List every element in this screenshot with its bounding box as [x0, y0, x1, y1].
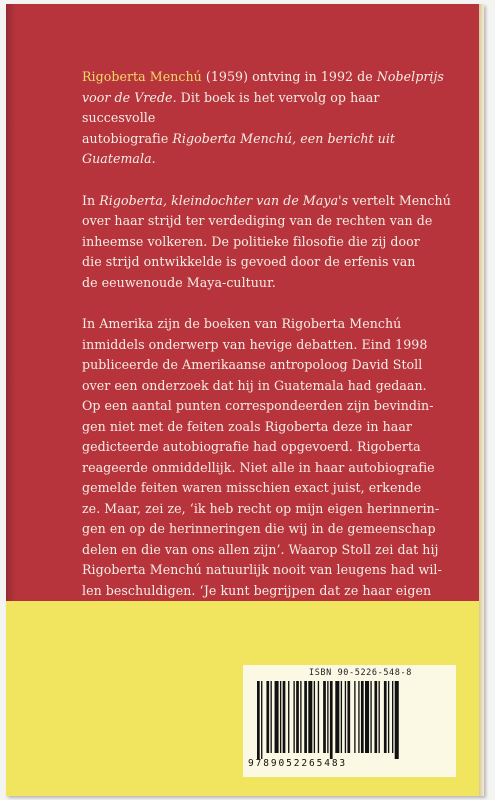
barcode-bar [327, 681, 328, 753]
barcode-bar [392, 681, 393, 753]
isbn-number: ISBN 90-5226-548-8 [309, 668, 412, 678]
barcode-label [243, 665, 456, 777]
text-run: Rigoberta Menchú natuurlijk nooit van leugens had wil- [82, 562, 442, 577]
barcode-bar [361, 681, 364, 753]
text-run: die strijd ontwikkelde is gevoed door de erfenis van [82, 254, 416, 269]
text-run: inheemse volkeren. De politieke filosofie die zij door [82, 233, 420, 249]
text-run: gedicteerde autobiografie had opgevoerd. Rigoberta [82, 439, 421, 454]
text-run: over haar strijd ter verdediging van de rechten van de [82, 213, 433, 228]
barcode-bar [261, 681, 262, 759]
text-run: . [151, 151, 156, 166]
barcode-bar [275, 681, 279, 753]
barcode-bar [296, 681, 299, 753]
barcode-bar [370, 681, 371, 753]
blurb-text [82, 67, 454, 663]
barcode-bar [318, 681, 319, 753]
barcode-bar [308, 681, 312, 753]
book-back-cover [6, 4, 484, 796]
barcode-bar [304, 681, 307, 753]
barcode-bar [384, 681, 387, 753]
text-run: Nobelprijs [376, 69, 444, 84]
blurb-paragraph [82, 67, 454, 170]
page-edge [479, 4, 484, 796]
text-run: Rigoberta Menchú, een bericht uit Guatemala [82, 130, 396, 166]
barcode-bar [379, 681, 380, 753]
text-run: delen en die van ons allen zijn’. Waarop Stoll zei dat hij [82, 541, 439, 557]
barcode-bar [358, 681, 359, 753]
barcode-bar [280, 681, 281, 753]
text-run: gen niet met de feiten zoals Rigoberta deze in haar [82, 418, 412, 434]
barcode-bar [365, 681, 369, 753]
barcode-bar [347, 681, 350, 753]
text-run: In Amerika zijn de boeken van Rigoberta Menchú [82, 316, 402, 331]
text-run: vertelt Menchú [348, 192, 451, 208]
blurb-paragraph [82, 314, 454, 642]
barcode-bar [354, 681, 355, 753]
barcode-bar [374, 681, 377, 753]
barcode-bar [395, 681, 399, 759]
barcode-bar [300, 681, 301, 753]
text-run: over een onderzoek dat hij in Guatemala had gedaan. [82, 377, 427, 393]
text-run: de eeuwenoude Maya-cultuur. [82, 274, 276, 290]
barcode-bar [314, 681, 315, 753]
barcode-bar [341, 681, 342, 753]
text-run: In [82, 192, 100, 208]
barcode-bar [345, 681, 346, 753]
text-run: gemelde feiten waren misschien exact juist, erkende [82, 480, 422, 495]
barcode-bar [323, 681, 326, 753]
text-run: reageerde onmiddellijk. Niet alle in haar autobiografie [82, 459, 435, 475]
text-run: voor de Vrede [82, 89, 173, 105]
text-run: publiceerde de Amerikaanse antropoloog David Stoll [82, 357, 423, 372]
text-run: ze. Maar, zei ze, ‘ik heb recht op mijn eigen herinnerin- [82, 500, 440, 516]
barcode-bar [388, 681, 389, 753]
barcode-digits: 9789052265483 [248, 758, 348, 769]
barcode-bar [283, 681, 286, 753]
barcode-bar [330, 681, 333, 759]
barcode-bar [293, 681, 294, 753]
text-run: Rigoberta Menchú [82, 69, 202, 84]
text-run: Rigoberta, kleindochter van de Maya's [99, 192, 349, 208]
barcode-bar [288, 681, 289, 753]
text-run: len beschuldigen. ‘Je kunt begrijpen dat ze haar eigen [82, 582, 432, 598]
text-run: inmiddels onderwerp van hevige debatten. Eind 1998 [82, 336, 428, 352]
text-run: Op een aantal punten correspondeerden zijn bevindin- [82, 398, 434, 413]
barcode-image [253, 681, 453, 759]
text-run: (1959) ontving in 1992 de [201, 69, 377, 84]
yellow-band [6, 601, 484, 796]
barcode-bar [257, 681, 260, 759]
text-run: . Dit boek is het vervolg op haar succesvolle [82, 89, 380, 125]
text-run: gen en op de herinneringen die wij in de gemeenschap [82, 521, 436, 536]
text-run: autobiografie [82, 130, 173, 146]
barcode-bar [266, 681, 269, 753]
blurb-paragraph [82, 191, 454, 294]
barcode-bar [271, 681, 272, 753]
barcode-bar [335, 681, 339, 753]
